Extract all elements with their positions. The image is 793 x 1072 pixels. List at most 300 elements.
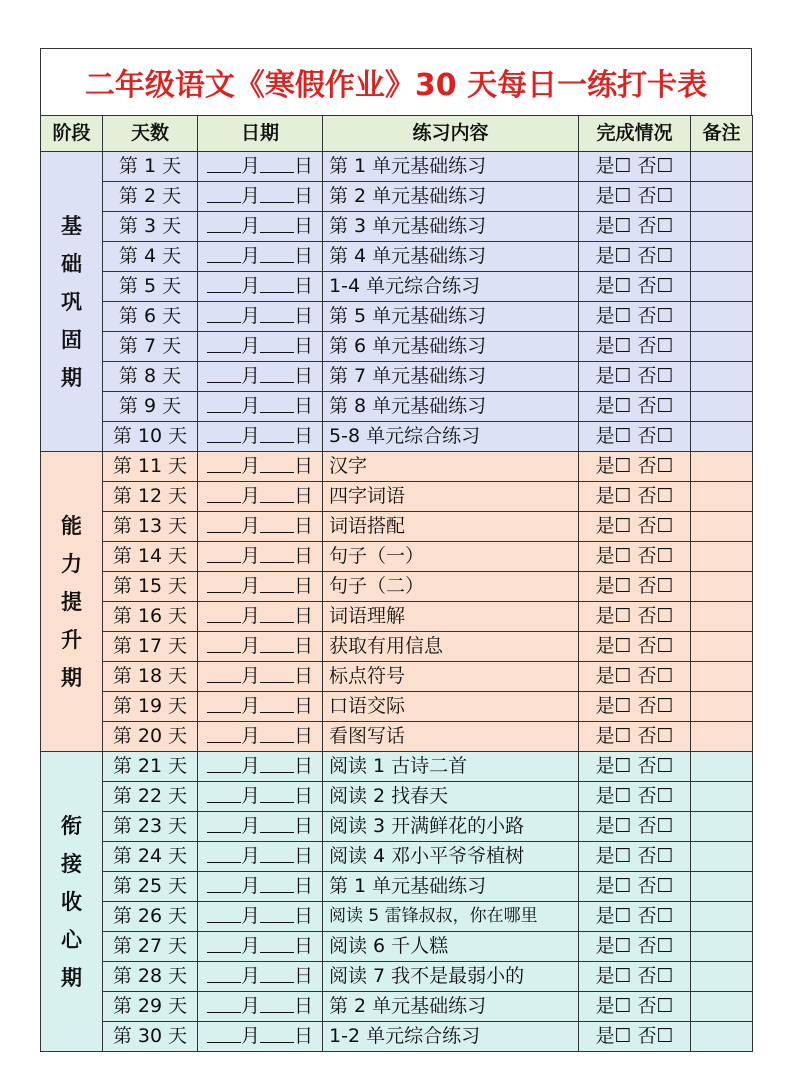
status-checkbox-cell[interactable]: 是☐ 否☐: [579, 332, 691, 362]
date-cell[interactable]: [198, 542, 323, 572]
month-label: 月: [240, 815, 260, 837]
table-row: [41, 902, 753, 932]
status-checkbox-cell[interactable]: 是☐ 否☐: [579, 512, 691, 542]
table-row: [41, 812, 753, 842]
day-label: 日: [294, 575, 314, 597]
status-checkbox-cell[interactable]: 是☐ 否☐: [579, 542, 691, 572]
notes-cell[interactable]: [691, 992, 753, 1022]
content-cell: 第 8 单元基础练习: [323, 392, 579, 422]
date-cell[interactable]: [198, 662, 323, 692]
month-label: 月: [240, 515, 260, 537]
day-blank[interactable]: [260, 212, 294, 233]
date-cell[interactable]: [198, 272, 323, 302]
month-blank[interactable]: [207, 662, 241, 683]
table-row: [41, 242, 753, 272]
content-cell: 第 6 单元基础练习: [323, 332, 579, 362]
table-row: [41, 392, 753, 422]
month-blank[interactable]: [207, 722, 241, 743]
content-cell: 阅读 7 我不是最弱小的: [323, 962, 579, 992]
day-blank[interactable]: [260, 992, 294, 1013]
notes-cell[interactable]: [691, 482, 753, 512]
day-blank[interactable]: [260, 782, 294, 803]
status-checkbox-cell[interactable]: 是☐ 否☐: [579, 482, 691, 512]
notes-cell[interactable]: [691, 152, 753, 182]
month-blank[interactable]: [207, 302, 241, 323]
notes-cell[interactable]: [691, 1022, 753, 1052]
table-row: [41, 362, 753, 392]
notes-cell[interactable]: [691, 692, 753, 722]
day-label: 日: [294, 335, 314, 357]
day-label: 日: [294, 605, 314, 627]
table-row: [41, 272, 753, 302]
day-blank[interactable]: [260, 1022, 294, 1043]
status-checkbox-cell[interactable]: 是☐ 否☐: [579, 932, 691, 962]
content-cell: 第 4 单元基础练习: [323, 242, 579, 272]
table-row: [41, 662, 753, 692]
day-label: 日: [294, 455, 314, 477]
month-blank[interactable]: [207, 992, 241, 1013]
table-row: [41, 182, 753, 212]
month-blank[interactable]: [207, 572, 241, 593]
table-row: [41, 332, 753, 362]
table-row: [41, 152, 753, 182]
notes-cell[interactable]: [691, 272, 753, 302]
month-label: 月: [240, 545, 260, 567]
status-checkbox-cell[interactable]: 是☐ 否☐: [579, 782, 691, 812]
day-cell: 第 26 天: [103, 902, 198, 932]
day-blank[interactable]: [260, 662, 294, 683]
date-cell[interactable]: [198, 692, 323, 722]
day-cell: 第 17 天: [103, 632, 198, 662]
month-label: 月: [240, 215, 260, 237]
date-cell[interactable]: [198, 632, 323, 662]
month-blank[interactable]: [207, 512, 241, 533]
day-cell: 第 29 天: [103, 992, 198, 1022]
date-cell[interactable]: [198, 332, 323, 362]
date-cell[interactable]: [198, 362, 323, 392]
date-cell[interactable]: [198, 1022, 323, 1052]
day-label: 日: [294, 365, 314, 387]
month-label: 月: [240, 455, 260, 477]
status-checkbox-cell[interactable]: 是☐ 否☐: [579, 242, 691, 272]
content-cell: 阅读 5 雷锋叔叔，你在哪里: [323, 902, 579, 932]
status-checkbox-cell[interactable]: 是☐ 否☐: [579, 212, 691, 242]
month-label: 月: [240, 905, 260, 927]
day-cell: 第 2 天: [103, 182, 198, 212]
date-cell[interactable]: [198, 992, 323, 1022]
date-cell[interactable]: [198, 782, 323, 812]
status-checkbox-cell[interactable]: 是☐ 否☐: [579, 362, 691, 392]
content-cell: 第 5 单元基础练习: [323, 302, 579, 332]
day-cell: 第 15 天: [103, 572, 198, 602]
date-cell[interactable]: [198, 572, 323, 602]
month-label: 月: [240, 965, 260, 987]
month-blank[interactable]: [207, 152, 241, 173]
status-checkbox-cell[interactable]: 是☐ 否☐: [579, 872, 691, 902]
date-cell[interactable]: [198, 152, 323, 182]
month-blank[interactable]: [207, 872, 241, 893]
month-blank[interactable]: [207, 692, 241, 713]
table-row: [41, 692, 753, 722]
status-checkbox-cell[interactable]: 是☐ 否☐: [579, 422, 691, 452]
day-blank[interactable]: [260, 962, 294, 983]
day-cell: 第 6 天: [103, 302, 198, 332]
day-label: 日: [294, 695, 314, 717]
table-body: [41, 152, 753, 1052]
date-cell[interactable]: [198, 842, 323, 872]
month-blank[interactable]: [207, 362, 241, 383]
day-cell: 第 20 天: [103, 722, 198, 752]
month-blank[interactable]: [207, 422, 241, 443]
day-label: 日: [294, 545, 314, 567]
day-blank[interactable]: [260, 242, 294, 263]
table-row: [41, 512, 753, 542]
day-cell: 第 14 天: [103, 542, 198, 572]
day-label: 日: [294, 635, 314, 657]
month-label: 月: [240, 695, 260, 717]
month-blank[interactable]: [207, 332, 241, 353]
header-days: 天数: [103, 116, 198, 152]
month-label: 月: [240, 725, 260, 747]
date-cell[interactable]: [198, 902, 323, 932]
day-cell: 第 8 天: [103, 362, 198, 392]
day-cell: 第 11 天: [103, 452, 198, 482]
status-checkbox-cell[interactable]: 是☐ 否☐: [579, 632, 691, 662]
content-cell: 第 1 单元基础练习: [323, 152, 579, 182]
stage-label: 基础巩固期: [61, 213, 82, 390]
day-label: 日: [294, 995, 314, 1017]
day-blank[interactable]: [260, 452, 294, 473]
day-cell: 第 28 天: [103, 962, 198, 992]
day-cell: 第 22 天: [103, 782, 198, 812]
table-row: [41, 482, 753, 512]
month-blank[interactable]: [207, 602, 241, 623]
day-label: 日: [294, 665, 314, 687]
day-label: 日: [294, 815, 314, 837]
day-label: 日: [294, 875, 314, 897]
date-cell[interactable]: [198, 242, 323, 272]
day-label: 日: [294, 245, 314, 267]
status-checkbox-cell[interactable]: 是☐ 否☐: [579, 452, 691, 482]
content-cell: 第 2 单元基础练习: [323, 992, 579, 1022]
notes-cell[interactable]: [691, 602, 753, 632]
day-blank[interactable]: [260, 812, 294, 833]
month-blank[interactable]: [207, 812, 241, 833]
date-cell[interactable]: [198, 452, 323, 482]
day-blank[interactable]: [260, 932, 294, 953]
content-cell: 阅读 1 古诗二首: [323, 752, 579, 782]
date-cell[interactable]: [198, 182, 323, 212]
month-label: 月: [240, 635, 260, 657]
day-blank[interactable]: [260, 272, 294, 293]
content-cell: 句子（一）: [323, 542, 579, 572]
content-cell: 看图写话: [323, 722, 579, 752]
header-stage: 阶段: [41, 116, 103, 152]
month-blank[interactable]: [207, 842, 241, 863]
content-cell: 1-2 单元综合练习: [323, 1022, 579, 1052]
month-blank[interactable]: [207, 932, 241, 953]
month-label: 月: [240, 365, 260, 387]
month-label: 月: [240, 935, 260, 957]
day-blank[interactable]: [260, 332, 294, 353]
notes-cell[interactable]: [691, 932, 753, 962]
date-cell[interactable]: [198, 422, 323, 452]
status-checkbox-cell[interactable]: 是☐ 否☐: [579, 602, 691, 632]
status-checkbox-cell[interactable]: 是☐ 否☐: [579, 812, 691, 842]
date-cell[interactable]: [198, 302, 323, 332]
day-cell: 第 13 天: [103, 512, 198, 542]
day-label: 日: [294, 845, 314, 867]
day-blank[interactable]: [260, 902, 294, 923]
month-blank[interactable]: [207, 542, 241, 563]
day-cell: 第 18 天: [103, 662, 198, 692]
date-cell[interactable]: [198, 872, 323, 902]
day-cell: 第 27 天: [103, 932, 198, 962]
status-checkbox-cell[interactable]: 是☐ 否☐: [579, 272, 691, 302]
stage-label: 衔接收心期: [61, 813, 82, 990]
month-blank[interactable]: [207, 212, 241, 233]
content-cell: 汉字: [323, 452, 579, 482]
day-cell: 第 4 天: [103, 242, 198, 272]
status-checkbox-cell[interactable]: 是☐ 否☐: [579, 842, 691, 872]
month-blank[interactable]: [207, 182, 241, 203]
notes-cell[interactable]: [691, 812, 753, 842]
table-row: [41, 302, 753, 332]
notes-cell[interactable]: [691, 242, 753, 272]
day-blank[interactable]: [260, 722, 294, 743]
notes-cell[interactable]: [691, 362, 753, 392]
header-notes: 备注: [691, 116, 753, 152]
checkin-table: [40, 115, 753, 1052]
day-blank[interactable]: [260, 842, 294, 863]
table-row: [41, 542, 753, 572]
day-label: 日: [294, 1025, 314, 1047]
content-cell: 四字词语: [323, 482, 579, 512]
month-label: 月: [240, 665, 260, 687]
month-label: 月: [240, 875, 260, 897]
date-cell[interactable]: [198, 812, 323, 842]
status-checkbox-cell[interactable]: 是☐ 否☐: [579, 692, 691, 722]
notes-cell[interactable]: [691, 662, 753, 692]
status-checkbox-cell[interactable]: 是☐ 否☐: [579, 752, 691, 782]
notes-cell[interactable]: [691, 722, 753, 752]
day-blank[interactable]: [260, 392, 294, 413]
notes-cell[interactable]: [691, 512, 753, 542]
month-blank[interactable]: [207, 752, 241, 773]
content-cell: 标点符号: [323, 662, 579, 692]
notes-cell[interactable]: [691, 902, 753, 932]
notes-cell[interactable]: [691, 632, 753, 662]
notes-cell[interactable]: [691, 302, 753, 332]
day-label: 日: [294, 275, 314, 297]
day-label: 日: [294, 935, 314, 957]
notes-cell[interactable]: [691, 392, 753, 422]
content-cell: 句子（二）: [323, 572, 579, 602]
status-checkbox-cell[interactable]: 是☐ 否☐: [579, 962, 691, 992]
date-cell[interactable]: [198, 722, 323, 752]
content-cell: 第 2 单元基础练习: [323, 182, 579, 212]
month-label: 月: [240, 155, 260, 177]
month-blank[interactable]: [207, 482, 241, 503]
month-label: 月: [240, 305, 260, 327]
notes-cell[interactable]: [691, 752, 753, 782]
month-blank[interactable]: [207, 632, 241, 653]
checkin-sheet: [40, 48, 752, 1052]
content-cell: 阅读 4 邓小平爷爷植树: [323, 842, 579, 872]
month-label: 月: [240, 755, 260, 777]
header-content: 练习内容: [323, 116, 579, 152]
table-row: [41, 842, 753, 872]
day-label: 日: [294, 215, 314, 237]
day-label: 日: [294, 905, 314, 927]
month-label: 月: [240, 845, 260, 867]
date-cell[interactable]: [198, 392, 323, 422]
month-label: 月: [240, 245, 260, 267]
month-blank[interactable]: [207, 242, 241, 263]
content-cell: 词语理解: [323, 602, 579, 632]
day-blank[interactable]: [260, 872, 294, 893]
status-checkbox-cell[interactable]: 是☐ 否☐: [579, 302, 691, 332]
month-blank[interactable]: [207, 272, 241, 293]
month-label: 月: [240, 485, 260, 507]
date-cell[interactable]: [198, 212, 323, 242]
table-row: [41, 752, 753, 782]
notes-cell[interactable]: [691, 782, 753, 812]
day-blank[interactable]: [260, 422, 294, 443]
month-label: 月: [240, 785, 260, 807]
status-checkbox-cell[interactable]: 是☐ 否☐: [579, 572, 691, 602]
date-cell[interactable]: [198, 602, 323, 632]
table-row: [41, 722, 753, 752]
header-date: 日期: [198, 116, 323, 152]
day-label: 日: [294, 395, 314, 417]
month-blank[interactable]: [207, 782, 241, 803]
table-row: [41, 602, 753, 632]
page-title: 二年级语文《寒假作业》30 天每日一练打卡表: [40, 48, 752, 115]
day-cell: 第 7 天: [103, 332, 198, 362]
date-cell[interactable]: [198, 512, 323, 542]
day-blank[interactable]: [260, 302, 294, 323]
day-blank[interactable]: [260, 152, 294, 173]
content-cell: 1-4 单元综合练习: [323, 272, 579, 302]
month-blank[interactable]: [207, 902, 241, 923]
notes-cell[interactable]: [691, 542, 753, 572]
status-checkbox-cell[interactable]: 是☐ 否☐: [579, 662, 691, 692]
day-blank[interactable]: [260, 182, 294, 203]
day-label: 日: [294, 185, 314, 207]
table-row: [41, 782, 753, 812]
month-label: 月: [240, 275, 260, 297]
day-cell: 第 10 天: [103, 422, 198, 452]
notes-cell[interactable]: [691, 572, 753, 602]
month-blank[interactable]: [207, 392, 241, 413]
month-blank[interactable]: [207, 452, 241, 473]
status-checkbox-cell[interactable]: 是☐ 否☐: [579, 392, 691, 422]
month-label: 月: [240, 575, 260, 597]
notes-cell[interactable]: [691, 422, 753, 452]
stage-cell: [41, 452, 103, 752]
day-cell: 第 16 天: [103, 602, 198, 632]
day-cell: 第 25 天: [103, 872, 198, 902]
status-checkbox-cell[interactable]: 是☐ 否☐: [579, 182, 691, 212]
day-cell: 第 19 天: [103, 692, 198, 722]
content-cell: 阅读 6 千人糕: [323, 932, 579, 962]
day-blank[interactable]: [260, 482, 294, 503]
status-checkbox-cell[interactable]: 是☐ 否☐: [579, 1022, 691, 1052]
date-cell[interactable]: [198, 752, 323, 782]
content-cell: 词语搭配: [323, 512, 579, 542]
header-row: [41, 116, 753, 152]
stage-cell: [41, 152, 103, 452]
content-cell: 口语交际: [323, 692, 579, 722]
status-checkbox-cell[interactable]: 是☐ 否☐: [579, 902, 691, 932]
day-blank[interactable]: [260, 512, 294, 533]
content-cell: 第 3 单元基础练习: [323, 212, 579, 242]
content-cell: 第 7 单元基础练习: [323, 362, 579, 392]
day-label: 日: [294, 425, 314, 447]
table-row: [41, 872, 753, 902]
date-cell[interactable]: [198, 932, 323, 962]
table-row: [41, 212, 753, 242]
table-row: [41, 632, 753, 662]
content-cell: 获取有用信息: [323, 632, 579, 662]
day-blank[interactable]: [260, 572, 294, 593]
day-cell: 第 23 天: [103, 812, 198, 842]
day-label: 日: [294, 485, 314, 507]
table-row: [41, 572, 753, 602]
month-blank[interactable]: [207, 1022, 241, 1043]
day-blank[interactable]: [260, 632, 294, 653]
date-cell[interactable]: [198, 962, 323, 992]
status-checkbox-cell[interactable]: 是☐ 否☐: [579, 992, 691, 1022]
table-row: [41, 962, 753, 992]
notes-cell[interactable]: [691, 182, 753, 212]
day-cell: 第 24 天: [103, 842, 198, 872]
day-cell: 第 3 天: [103, 212, 198, 242]
table-row: [41, 422, 753, 452]
notes-cell[interactable]: [691, 212, 753, 242]
month-label: 月: [240, 335, 260, 357]
notes-cell[interactable]: [691, 452, 753, 482]
status-checkbox-cell[interactable]: 是☐ 否☐: [579, 152, 691, 182]
month-label: 月: [240, 995, 260, 1017]
day-label: 日: [294, 965, 314, 987]
status-checkbox-cell[interactable]: 是☐ 否☐: [579, 722, 691, 752]
date-cell[interactable]: [198, 482, 323, 512]
month-blank[interactable]: [207, 962, 241, 983]
day-blank[interactable]: [260, 752, 294, 773]
month-label: 月: [240, 395, 260, 417]
month-label: 月: [240, 425, 260, 447]
day-cell: 第 30 天: [103, 1022, 198, 1052]
header-status: 完成情况: [579, 116, 691, 152]
stage-label: 能力提升期: [61, 513, 82, 690]
notes-cell[interactable]: [691, 332, 753, 362]
day-cell: 第 12 天: [103, 482, 198, 512]
stage-cell: [41, 752, 103, 1052]
notes-cell[interactable]: [691, 962, 753, 992]
table-row: [41, 992, 753, 1022]
day-label: 日: [294, 725, 314, 747]
notes-cell[interactable]: [691, 872, 753, 902]
notes-cell[interactable]: [691, 842, 753, 872]
day-blank[interactable]: [260, 602, 294, 623]
day-blank[interactable]: [260, 362, 294, 383]
day-cell: 第 9 天: [103, 392, 198, 422]
day-cell: 第 1 天: [103, 152, 198, 182]
day-blank[interactable]: [260, 542, 294, 563]
day-blank[interactable]: [260, 692, 294, 713]
